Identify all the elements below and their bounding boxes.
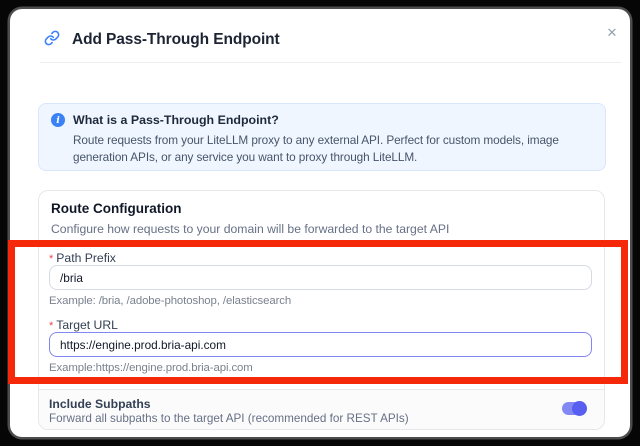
target-url-label-text: Target URL <box>56 318 118 332</box>
target-url-input[interactable] <box>49 332 592 357</box>
include-subpaths-row <box>39 389 604 429</box>
header-divider <box>40 62 621 63</box>
path-prefix-label <box>49 251 116 265</box>
route-configuration-card <box>38 190 605 430</box>
path-prefix-helper: Example: /bria, /adobe-photoshop, /elasticsearch <box>49 295 292 307</box>
target-url-helper: Example:https://engine.prod.bria-api.com <box>49 362 253 374</box>
include-subpaths-description: Forward all subpaths to the target API (recommended for REST APIs) <box>49 412 409 425</box>
info-title: What is a Pass-Through Endpoint? <box>73 113 279 127</box>
link-icon <box>44 30 60 46</box>
modal-header <box>10 9 630 62</box>
close-icon[interactable]: ✕ <box>602 23 622 43</box>
path-prefix-label-text: Path Prefix <box>56 251 116 265</box>
info-icon: i <box>51 113 65 127</box>
modal-title: Add Pass-Through Endpoint <box>72 31 280 48</box>
include-subpaths-label: Include Subpaths <box>49 397 151 411</box>
toggle-knob-icon <box>572 401 587 416</box>
target-url-label <box>49 318 118 332</box>
info-body: Route requests from your LiteLLM proxy to any external API. Perfect for custom models, image generation APIs, or any service you want to proxy through LiteLLM. <box>73 133 559 164</box>
required-asterisk: * <box>49 253 54 265</box>
route-configuration-subheading: Configure how requests to your domain will be forwarded to the target API <box>51 222 450 236</box>
path-prefix-input[interactable] <box>49 265 592 290</box>
required-asterisk: * <box>49 320 54 332</box>
route-configuration-heading: Route Configuration <box>51 201 182 216</box>
include-subpaths-toggle[interactable] <box>562 402 586 415</box>
passthrough-info-callout <box>38 103 606 171</box>
add-passthrough-endpoint-modal <box>10 9 630 437</box>
